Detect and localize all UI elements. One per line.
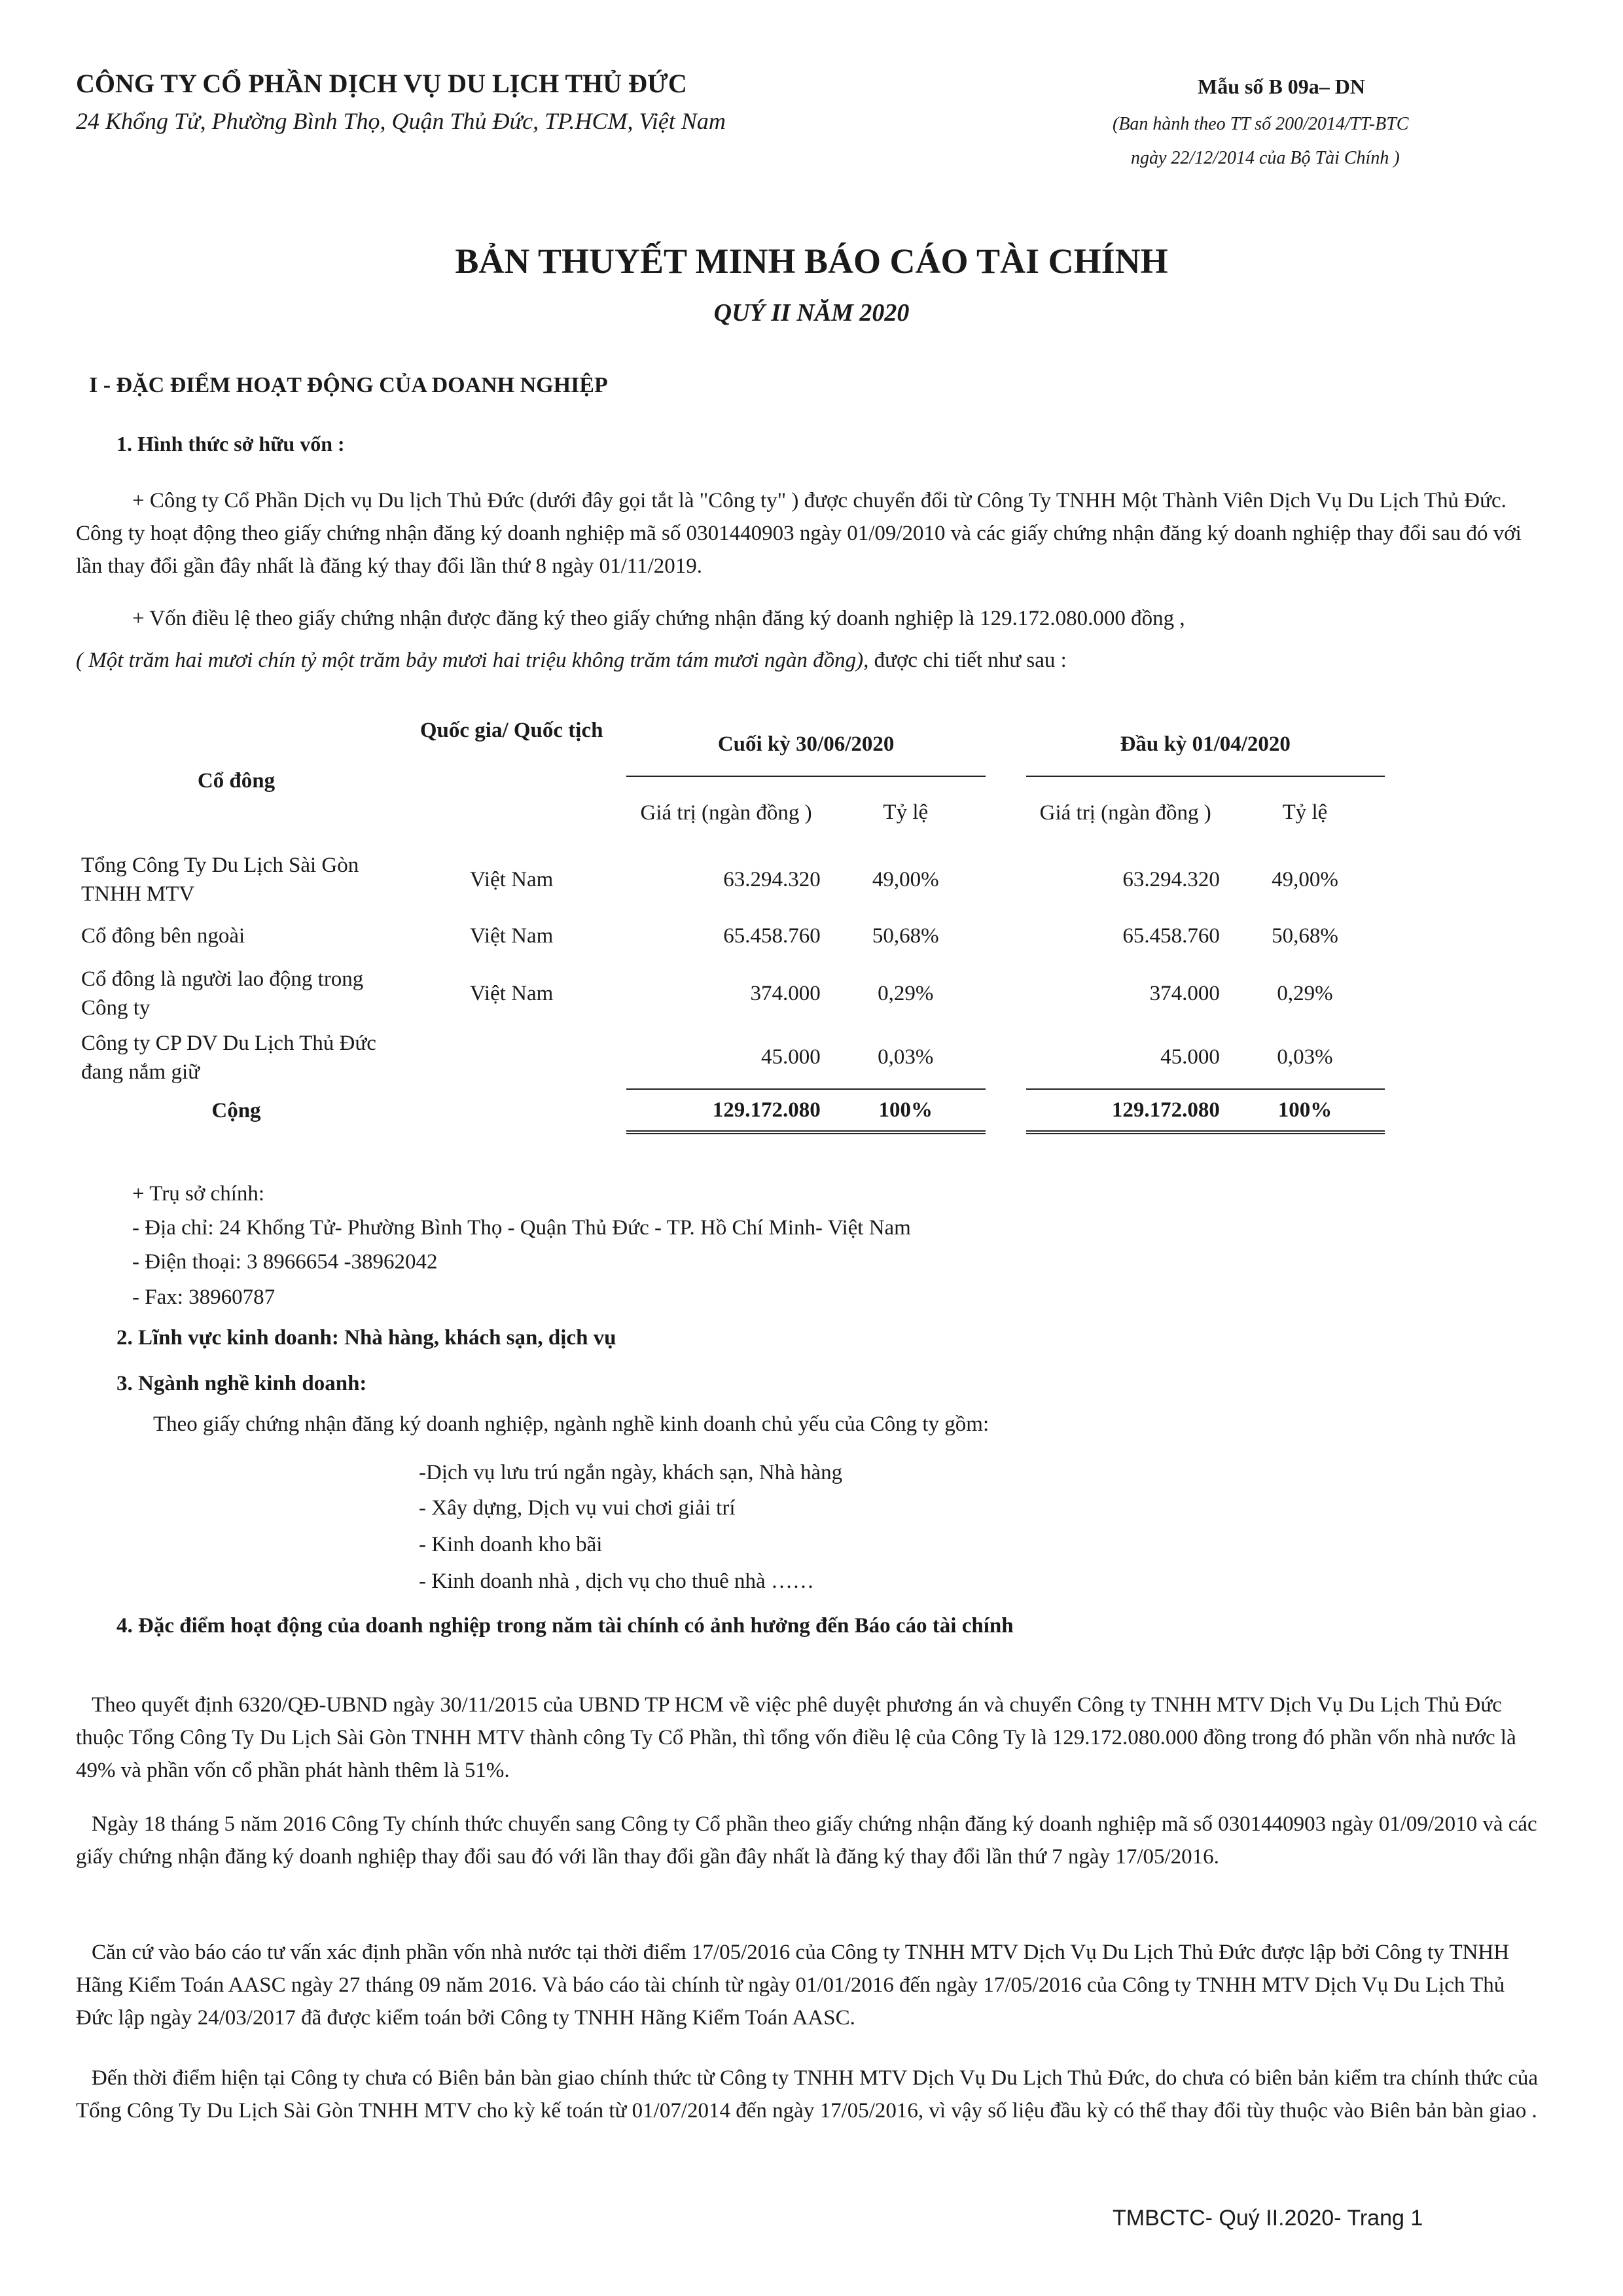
section-4-paragraph-4: Đến thời điểm hiện tại Công ty chưa có Biên bản bàn giao chính thức từ Công ty TNHH MTV Dịch Vụ Du Lịch Thủ Đức, do chưa có biên bản kiểm tra chính thức của Tổng Công Ty Du Lịch Sài Gòn TNHH MTV cho kỳ kế toán từ 01/07/2014 đến ngày 17/05/2016, vì vậy số liệu đầu kỳ có thể thay đổi tùy thuộc vào Biên bản bàn giao . [76, 2066, 1539, 2123]
capital-table [76, 713, 1385, 1134]
cell-shareholder: Cổ đông là người lao động trong Công ty [81, 967, 364, 1020]
head-office-fax: - Fax: 38960787 [132, 1285, 276, 1309]
charter-capital-in-words: ( Một trăm hai mươi chín tỷ một trăm bảy mươi hai triệu không trăm tám mươi ngàn đồng), [76, 649, 869, 672]
cell-start-value: 374.000 [1149, 981, 1220, 1005]
cell-nationality [397, 1026, 626, 1089]
total-label: Cộng [211, 1098, 261, 1122]
table-row [76, 848, 1385, 911]
section-2-heading: 2. Lĩnh vực kinh doanh: Nhà hàng, khách sạn, dịch vụ [116, 1326, 616, 1350]
col-header-shareholder: Cổ đông [197, 768, 276, 793]
cell-nationality: Việt Nam [470, 924, 554, 948]
section-4-paragraph-1: Theo quyết định 6320/QĐ-UBND ngày 30/11/2015 của UBND TP HCM về việc phê duyệt phương án và chuyển Công ty TNHH MTV Dịch Vụ Du Lịch Thủ Đức thuộc Tổng Công Ty Du Lịch Sài Gòn TNHH MTV thành công Ty Cổ Phần, thì tổng vốn điều lệ của Công Ty là 129.172.080.000 đồng trong đó phần vốn nhà nước là 49% và phần vốn cổ phần phát hành thêm là 51%. [76, 1693, 1516, 1782]
cell-start-ratio: 50,68% [1272, 924, 1338, 948]
col-header-period-end: Cuối kỳ 30/06/2020 [626, 713, 985, 776]
list-item: - Kinh doanh nhà , dịch vụ cho thuê nhà …… [419, 1570, 814, 1593]
table-row [76, 1026, 1385, 1089]
cell-end-ratio: 0,03% [826, 1026, 986, 1089]
list-item: - Xây dựng, Dịch vụ vui chơi giải trí [419, 1496, 736, 1520]
form-date: ngày 22/12/2014 của Bộ Tài Chính ) [1131, 148, 1400, 168]
document-subtitle: QUÝ II NĂM 2020 [713, 299, 910, 327]
subheader-start-value: Giá trị (ngàn đồng ) [1039, 800, 1211, 825]
cell-shareholder: Công ty CP DV Du Lịch Thủ Đức đang nắm giữ [81, 1031, 376, 1084]
cell-end-value: 63.294.320 [723, 867, 821, 891]
list-item: - Kinh doanh kho bãi [419, 1533, 603, 1556]
page-footer: TMBCTC- Quý II.2020- Trang 1 [1113, 2206, 1423, 2231]
section-1-heading: I - ĐẶC ĐIỂM HOẠT ĐỘNG CỦA DOANH NGHIỆP [89, 373, 608, 397]
cell-shareholder: Tổng Công Ty Du Lịch Sài Gòn TNHH MTV [81, 853, 359, 906]
col-header-period-start: Đầu kỳ 01/04/2020 [1026, 713, 1385, 776]
subheader-start-ratio: Tỷ lệ [1282, 800, 1328, 824]
form-number: Mẫu số B 09a– DN [1198, 75, 1366, 98]
cell-end-ratio: 49,00% [872, 867, 939, 891]
cell-start-ratio: 0,03% [1225, 1026, 1385, 1089]
table-row [76, 911, 1385, 961]
total-end-value: 129.172.080 [626, 1089, 825, 1132]
form-basis: (Ban hành theo TT số 200/2014/TT-BTC [1113, 114, 1409, 134]
total-end-ratio: 100% [826, 1089, 986, 1132]
cell-end-ratio: 50,68% [872, 924, 939, 948]
company-address: 24 Khổng Tử, Phường Bình Thọ, Quận Thủ Đức, TP.HCM, Việt Nam [76, 108, 726, 134]
section-1-1-heading: 1. Hình thức sở hữu vốn : [116, 432, 345, 456]
cell-start-value: 45.000 [1026, 1026, 1225, 1089]
charter-capital-detail [76, 644, 1542, 677]
col-header-nationality: Quốc gia/ Quốc tịch [419, 719, 603, 742]
section-4-paragraph-3: Căn cứ vào báo cáo tư vấn xác định phần vốn nhà nước tại thời điểm 17/05/2016 của Công ty TNHH MTV Dịch Vụ Du Lịch Thủ Đức được lập bởi Công ty TNHH Hãng Kiểm Toán AASC ngày 27 tháng 09 năm 2016. Và báo cáo tài chính từ ngày 01/01/2016 đến ngày 17/05/2016 của Công ty TNHH MTV Dịch Vụ Du Lịch Thủ Đức lập ngày 24/03/2017 đã được kiểm toán bởi Công ty TNHH Hãng Kiểm Toán AASC. [76, 1941, 1510, 2030]
section-4-heading: 4. Đặc điểm hoạt động của doanh nghiệp trong năm tài chính có ảnh hưởng đến Báo cáo tài chính [116, 1614, 1014, 1638]
table-total-row [76, 1089, 1385, 1132]
cell-end-ratio: 0,29% [878, 981, 934, 1005]
total-start-value: 129.172.080 [1026, 1089, 1225, 1132]
ownership-paragraph: + Công ty Cổ Phần Dịch vụ Du lịch Thủ Đức (dưới đây gọi tắt là "Công ty" ) được chuyển đổi từ Công Ty TNHH Một Thành Viên Dịch Vụ Du Lịch Thủ Đức. Công ty hoạt động theo giấy chứng nhận đăng ký doanh nghiệp mã số 0301440903 ngày 01/09/2010 và các giấy chứng nhận đăng ký doanh nghiệp thay đổi sau đó với lần thay đổi gần đây nhất là đăng ký thay đổi lần thứ 8 ngày 01/11/2019. [76, 489, 1522, 578]
charter-capital-paragraph: + Vốn điều lệ theo giấy chứng nhận được đăng ký theo giấy chứng nhận đăng ký doanh nghiệp là 129.172.080.000 đồng , [132, 607, 1185, 630]
subheader-end-value: Giá trị (ngàn đồng ) [640, 800, 812, 825]
cell-start-value: 65.458.760 [1122, 924, 1220, 948]
section-3-heading: 3. Ngành nghề kinh doanh: [116, 1372, 367, 1395]
subheader-end-ratio: Tỷ lệ [883, 800, 929, 824]
list-item: -Dịch vụ lưu trú ngắn ngày, khách sạn, Nhà hàng [419, 1461, 843, 1484]
cell-nationality: Việt Nam [470, 867, 554, 891]
cell-end-value: 65.458.760 [723, 924, 821, 948]
section-3-intro: Theo giấy chứng nhận đăng ký doanh nghiệp, ngành nghề kinh doanh chủ yếu của Công ty gồm: [153, 1412, 990, 1436]
head-office-address: - Địa chỉ: 24 Khổng Tử- Phường Bình Thọ - Quận Thủ Đức - TP. Hồ Chí Minh- Việt Nam [132, 1216, 911, 1240]
section-4-paragraph-2: Ngày 18 tháng 5 năm 2016 Công Ty chính thức chuyển sang Công ty Cổ phần theo giấy chứng nhận đăng ký doanh nghiệp mã số 0301440903 ngày 01/09/2010 và các giấy chứng nhận đăng ký doanh nghiệp thay đổi sau đó với lần thay đổi gần đây nhất là đăng ký thay đổi lần thứ 7 ngày 17/05/2016. [76, 1812, 1537, 1869]
cell-start-ratio: 49,00% [1272, 867, 1338, 891]
total-start-ratio: 100% [1225, 1089, 1385, 1132]
cell-start-value: 63.294.320 [1122, 867, 1220, 891]
head-office-label: + Trụ sở chính: [132, 1182, 265, 1206]
document-title: BẢN THUYẾT MINH BÁO CÁO TÀI CHÍNH [455, 242, 1168, 281]
charter-capital-detail-suffix: được chi tiết như sau : [868, 649, 1067, 672]
cell-nationality: Việt Nam [470, 981, 554, 1005]
cell-end-value: 374.000 [750, 981, 821, 1005]
cell-end-value: 45.000 [626, 1026, 825, 1089]
table-row [76, 961, 1385, 1026]
cell-shareholder: Cổ đông bên ngoài [81, 924, 245, 948]
company-name: CÔNG TY CỔ PHẦN DỊCH VỤ DU LỊCH THỦ ĐỨC [76, 69, 687, 98]
cell-start-ratio: 0,29% [1277, 981, 1333, 1005]
head-office-phone: - Điện thoại: 3 8966654 -38962042 [132, 1250, 438, 1274]
